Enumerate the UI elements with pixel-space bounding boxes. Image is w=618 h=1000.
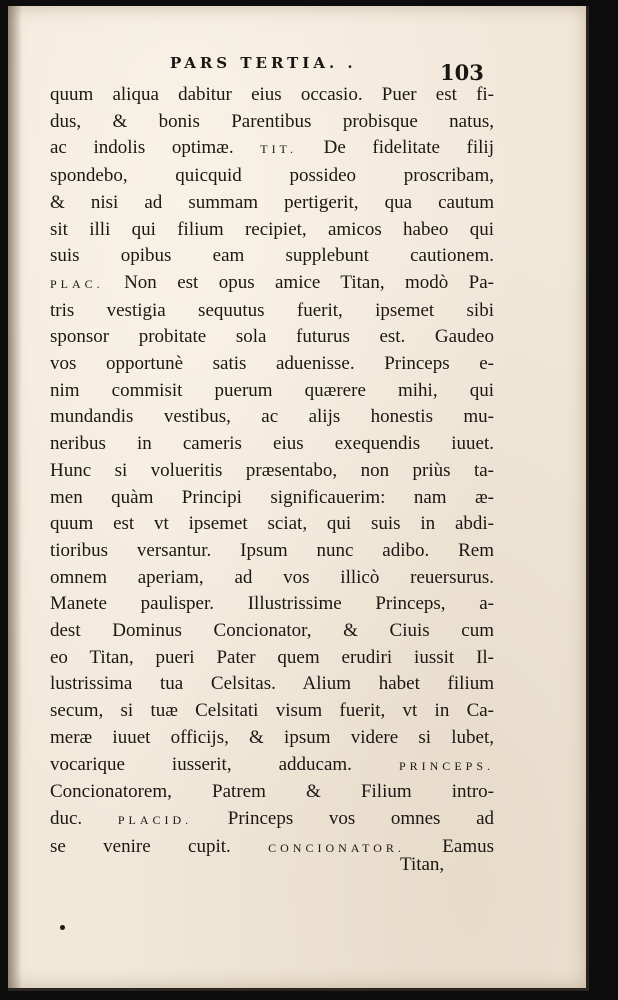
text-line: [50, 163, 494, 190]
text-segment: Non est opus amice Titan, modò Pa-: [103, 271, 494, 293]
text-line: [50, 538, 494, 565]
text-line: [50, 270, 494, 298]
text-segment: quum aliqua dabitur eius occasio. Puer est fi-: [50, 84, 494, 105]
text-segment: secum, si tuæ Celsitati visum fuerit, vt in Ca-: [50, 700, 494, 722]
text-line: [50, 671, 494, 698]
text-segment: spondebo, quicquid possideo proscribam,: [50, 165, 494, 187]
text-segment: lustrissima tua Celsitas. Alium habet filium: [50, 673, 494, 695]
text-segment: sponsor probitate sola futurus est. Gaudeo: [50, 326, 494, 348]
text-segment: eo Titan, pueri Pater quem erudiri iussit Il-: [50, 646, 494, 668]
text-segment: tris vestigia sequutus fuerit, ipsemet sibi: [50, 299, 494, 321]
text-line: [50, 135, 494, 163]
text-segment: nim commisit puerum quærere mihi, qui: [50, 379, 494, 401]
text-segment: Eamus: [404, 835, 494, 857]
text-segment: omnem aperiam, ad vos illicò reuersurus.: [50, 566, 494, 588]
text-segment: quum est vt ipsemet sciat, qui suis in abdi-: [50, 513, 494, 535]
text-line: [50, 698, 494, 725]
text-line: [50, 324, 494, 351]
text-line: [50, 511, 494, 538]
speaker-label: TIT.: [260, 142, 297, 157]
text-line: [50, 779, 494, 806]
speaker-label: PRINCEPS.: [398, 758, 494, 773]
text-segment: vocarique iusserit, adducam.: [50, 753, 399, 775]
text-segment: tioribus versantur. Ipsum nunc adibo. Rem: [50, 539, 494, 561]
text-line: [50, 565, 494, 592]
text-line: [50, 351, 494, 378]
text-segment: mundandis vestibus, ac alijs honestis mu-: [50, 406, 494, 428]
text-line: [50, 645, 494, 672]
catchword: Titan,: [400, 854, 445, 875]
text-segment: & nisi ad summam pertigerit, qua cautum: [50, 191, 494, 213]
text-segment: Concionatorem, Patrem & Filium intro-: [50, 781, 494, 803]
page-number: 103: [440, 60, 484, 85]
text-line: [50, 378, 494, 405]
page-gutter-shadow: [8, 6, 22, 988]
text-segment: duc.: [50, 807, 118, 829]
text-segment: dus, & bonis Parentibus probisque natus,: [50, 110, 494, 132]
speaker-label: PLAC.: [50, 276, 104, 291]
text-segment: De fidelitate filij: [297, 137, 494, 159]
text-line: [50, 190, 494, 217]
text-segment: Manete paulisper. Illustrissime Princeps, a-: [50, 593, 494, 615]
text-segment: dest Dominus Concionator, & Ciuis cum: [50, 620, 494, 642]
text-line: [50, 404, 494, 431]
text-line: [50, 485, 494, 512]
text-line: [50, 243, 494, 270]
ink-spot: [60, 925, 65, 930]
text-line: [50, 298, 494, 325]
text-segment: vos opportunè satis aduenisse. Princeps e-: [50, 353, 494, 375]
text-segment: ac indolis optimæ.: [50, 137, 261, 159]
text-line: [50, 806, 494, 834]
text-line: [50, 458, 494, 485]
text-segment: men quàm Principi significauerim: nam æ-: [50, 486, 494, 508]
text-line: [50, 82, 494, 109]
text-line: [50, 431, 494, 458]
text-segment: suis opibus eam supplebunt cautionem.: [50, 245, 494, 267]
body-text: [50, 82, 494, 861]
speaker-label: CONCIONATOR.: [268, 840, 405, 855]
text-line: [50, 109, 494, 136]
text-line: [50, 217, 494, 244]
text-line: [50, 752, 494, 780]
text-segment: neribus in cameris eius exequendis iuuet.: [50, 433, 494, 455]
text-segment: Princeps vos omnes ad: [192, 807, 494, 829]
text-line: [50, 618, 494, 645]
speaker-label: PLACID.: [117, 812, 193, 827]
text-line: [50, 591, 494, 618]
text-segment: Hunc si volueritis præsentabo, non priùs ta-: [50, 459, 494, 481]
text-segment: sit illi qui filium recipiet, amicos habeo qui: [50, 218, 494, 240]
text-line: [50, 725, 494, 752]
running-head: PARS TERTIA. .: [170, 54, 357, 72]
text-segment: se venire cupit.: [50, 835, 269, 857]
text-segment: meræ iuuet officijs, & ipsum videre si lubet,: [50, 726, 494, 748]
